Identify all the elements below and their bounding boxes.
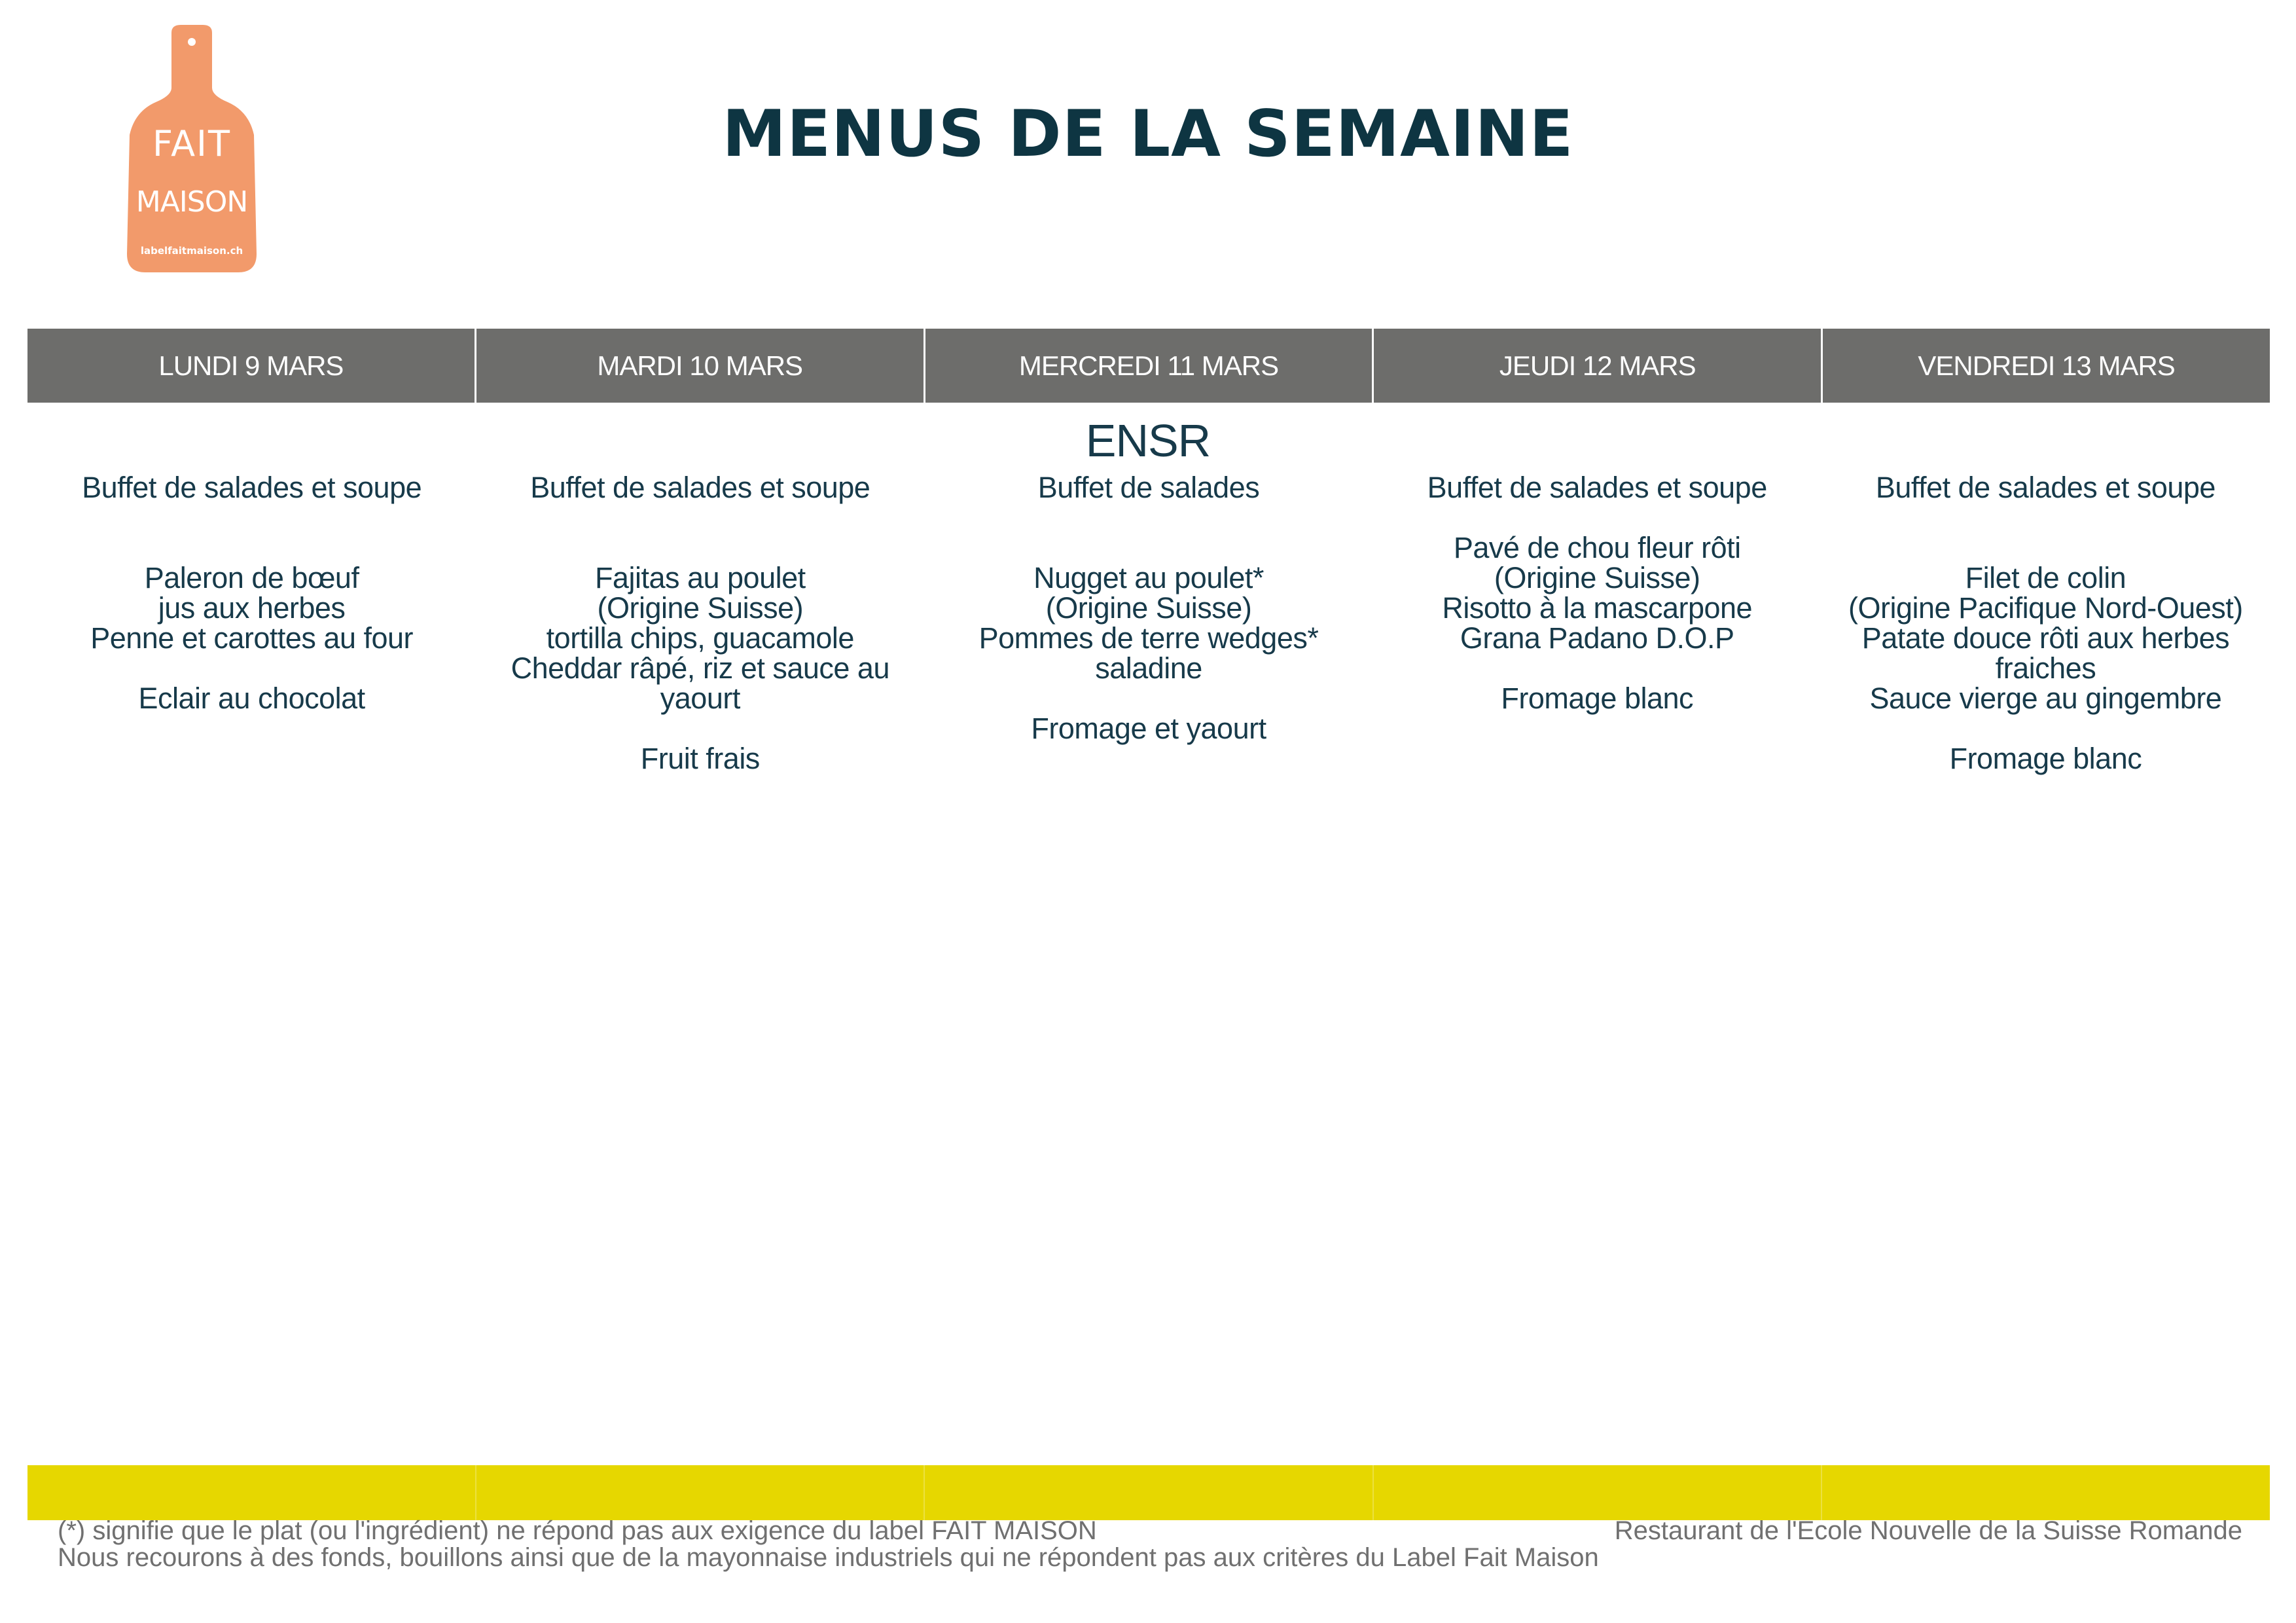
day-header: JEUDI 12 MARS xyxy=(1374,329,1823,403)
menu-item: (Origine Pacifique Nord-Ouest) xyxy=(1848,591,2243,625)
day-header-row xyxy=(27,329,2270,403)
logo-text-fait: FAIT xyxy=(152,123,231,164)
day-menu-column xyxy=(1821,473,2270,774)
footnote-label-note: (*) signifie que le plat (ou l'ingrédient) ne répond pas aux exigence du label FAIT MAISON xyxy=(58,1516,1097,1545)
menu-spacer xyxy=(1821,533,2270,563)
menu-item: Fromage blanc xyxy=(1501,682,1694,715)
menu-item: jus aux herbes xyxy=(158,591,346,625)
menu-item: tortilla chips, guacamole xyxy=(546,621,854,655)
menu-spacer xyxy=(476,714,924,744)
menu-item: Buffet de salades et soupe xyxy=(1427,471,1767,504)
menu-item: Buffet de salades et soupe xyxy=(1875,471,2215,504)
menu-item: Buffet de salades xyxy=(1037,471,1260,504)
menu-spacer xyxy=(1373,503,1821,533)
menu-item: saladine xyxy=(1095,651,1202,685)
day-header: MERCREDI 11 MARS xyxy=(925,329,1374,403)
menu-spacer xyxy=(476,533,924,563)
menu-item: Buffet de salades et soupe xyxy=(82,471,422,504)
menu-item: Grana Padano D.O.P xyxy=(1460,621,1734,655)
menu-spacer xyxy=(1821,503,2270,533)
menu-item: Pavé de chou fleur rôti xyxy=(1453,531,1741,564)
menu-item: Buffet de salades et soupe xyxy=(530,471,870,504)
menu-spacer xyxy=(476,503,924,533)
menu-item: Eclair au chocolat xyxy=(138,682,365,715)
menu-spacer xyxy=(1373,653,1821,684)
menu-item: (Origine Suisse) xyxy=(1494,561,1700,594)
day-header: VENDREDI 13 MARS xyxy=(1823,329,2270,403)
menu-item: Fromage et yaourt xyxy=(1031,712,1266,745)
menu-item: Penne et carottes au four xyxy=(90,621,414,655)
day-menu-column xyxy=(27,473,476,774)
accent-bar xyxy=(27,1465,2270,1520)
day-header: MARDI 10 MARS xyxy=(476,329,925,403)
menu-item: Sauce vierge au gingembre xyxy=(1869,682,2222,715)
menu-columns xyxy=(27,473,2270,774)
menu-item: Fruit frais xyxy=(640,742,760,775)
menu-spacer xyxy=(27,533,476,563)
logo-url: labelfaitmaison.ch xyxy=(140,245,243,257)
page-title: MENUS DE LA SEMAINE xyxy=(722,97,1574,172)
menu-item: yaourt xyxy=(660,682,740,715)
menu-spacer xyxy=(924,684,1372,714)
menu-spacer xyxy=(27,503,476,533)
menu-spacer xyxy=(924,533,1372,563)
menu-item: Cheddar râpé, riz et sauce au xyxy=(511,651,889,685)
menu-spacer xyxy=(27,653,476,684)
day-menu-column xyxy=(924,473,1372,774)
site-name: ENSR xyxy=(1085,415,1211,466)
menu-item: Paleron de bœuf xyxy=(144,561,359,594)
menu-spacer xyxy=(924,503,1372,533)
menu-item: Nugget au poulet* xyxy=(1033,561,1264,594)
menu-item: (Origine Suisse) xyxy=(1045,591,1252,625)
menu-item: fraiches xyxy=(1995,651,2096,685)
logo-text-maison: MAISON xyxy=(135,185,248,219)
menu-item: (Origine Suisse) xyxy=(597,591,804,625)
day-menu-column xyxy=(1373,473,1821,774)
menu-item: Filet de colin xyxy=(1965,561,2126,594)
menu-item: Fajitas au poulet xyxy=(594,561,806,594)
menu-item: Risotto à la mascarpone xyxy=(1442,591,1753,625)
menu-item: Fromage blanc xyxy=(1949,742,2142,775)
menu-item: Patate douce rôti aux herbes xyxy=(1861,621,2230,655)
day-menu-column xyxy=(476,473,924,774)
restaurant-name: Restaurant de l'Ecole Nouvelle de la Suisse Romande xyxy=(1614,1516,2242,1545)
footnote-industrial-ingredients: Nous recourons à des fonds, bouillons ainsi que de la mayonnaise industriels qui ne répondent pas aux critères du Label Fait Maison xyxy=(58,1543,1599,1572)
menu-spacer xyxy=(1821,714,2270,744)
day-header: LUNDI 9 MARS xyxy=(27,329,476,403)
menu-item: Pommes de terre wedges* xyxy=(978,621,1319,655)
